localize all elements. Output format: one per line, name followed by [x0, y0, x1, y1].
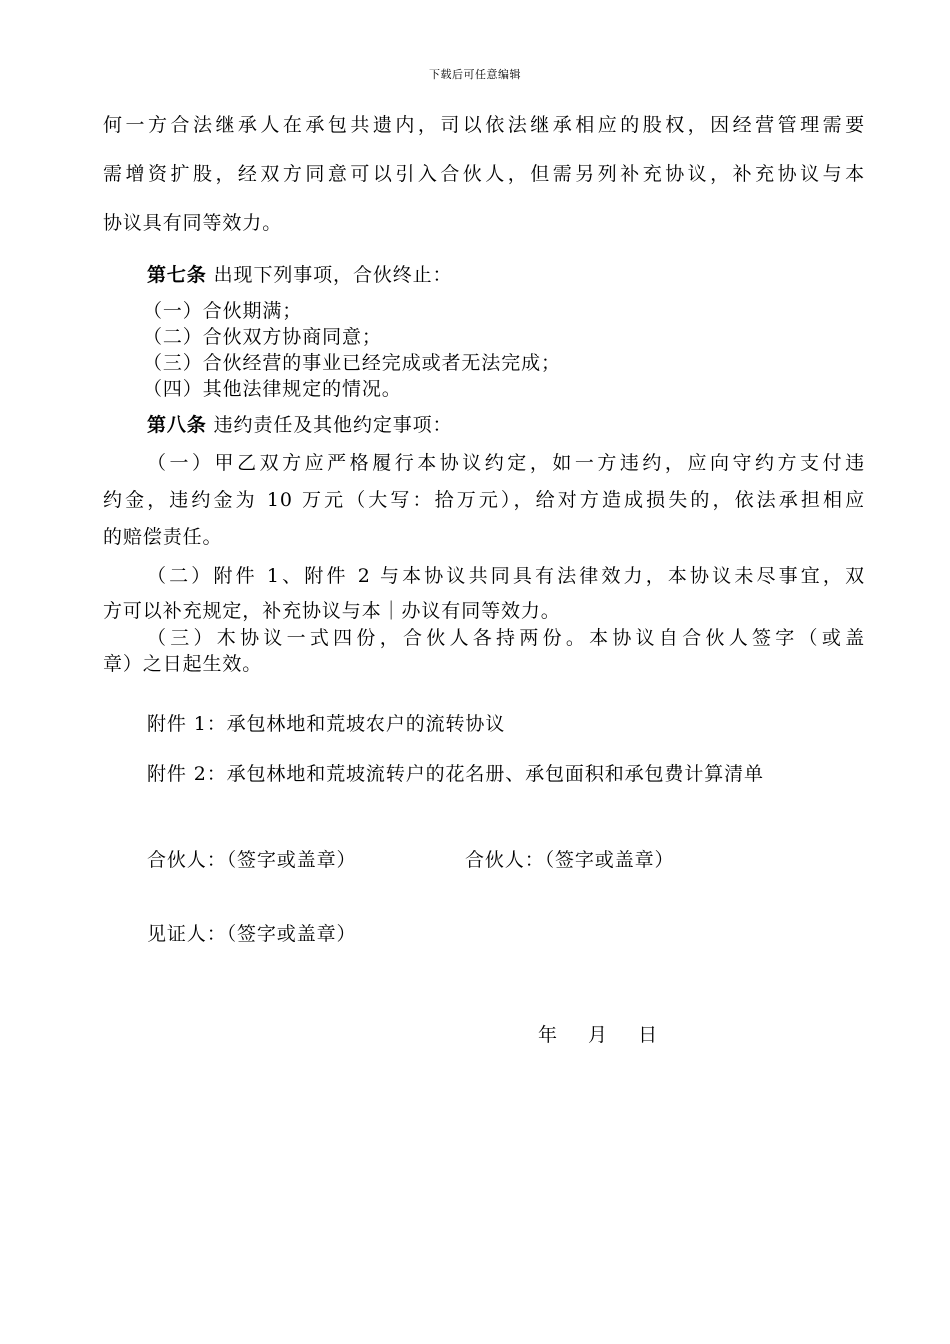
- article-7-heading: [147, 260, 452, 287]
- article-8-heading: [147, 410, 452, 437]
- article-7-label: 第七条: [147, 264, 207, 286]
- signature-date: 年 月 日: [538, 1024, 660, 1046]
- article-8-item-3-line: （三）木协议一式四份，合伙人各持两份。本协议自合伙人签字（或盖: [147, 627, 865, 649]
- paragraph-line: 协议具有同等效力。: [103, 212, 283, 234]
- signature-partner-1: 合伙人：（签字或盖章）: [147, 849, 357, 871]
- list-item: （二）合伙双方协商同意；: [143, 326, 382, 348]
- article-8-item-3-line: 章）之日起生效。: [103, 653, 263, 675]
- attachment-2: 附件 2：承包林地和荒坡流转户的花名册、承包面积和承包费计算清单: [147, 763, 764, 785]
- article-8-item-1-line: 的赔偿责任。: [103, 526, 223, 548]
- article-7-text: 出现下列事项，合伙终止：: [213, 264, 453, 286]
- page-header: 下载后可任意编辑: [429, 68, 521, 81]
- signature-witness: 见证人：（签字或盖章）: [147, 923, 357, 945]
- article-8-item-1-line: 约金，违约金为 10 万元（大写：拾万元），给对方造成损失的，依法承担相应: [103, 489, 865, 511]
- attachment-1: 附件 1：承包林地和荒坡农户的流转协议: [147, 713, 506, 735]
- paragraph-line: 需增资扩股，经双方同意可以引入合伙人，但需另列补充协议，补充协议与本: [103, 163, 865, 185]
- list-item: （一）合伙期满；: [143, 300, 303, 322]
- article-8-item-2-line: （二）附件 1、附件 2 与本协议共同具有法律效力，本协议未尽事宜，双: [147, 565, 865, 587]
- article-8-item-2-line: 方可以补充规定，补充协议与本｜办议有同等效力。: [103, 600, 561, 622]
- list-item: （四）其他法律规定的情况。: [143, 378, 402, 400]
- article-8-label: 第八条: [147, 414, 207, 436]
- list-item: （三）合伙经营的事业已经完成或者无法完成；: [143, 352, 561, 374]
- article-8-item-1-line: （一）甲乙双方应严格履行本协议约定，如一方违约，应向守约方支付违: [147, 452, 865, 474]
- article-8-text: 违约责任及其他约定事项：: [213, 414, 453, 436]
- paragraph-line: 何一方合法继承人在承包共遗内，司以依法继承相应的股权，因经营管理需要: [103, 114, 865, 136]
- signature-partner-2: 合伙人：（签字或盖章）: [465, 849, 675, 871]
